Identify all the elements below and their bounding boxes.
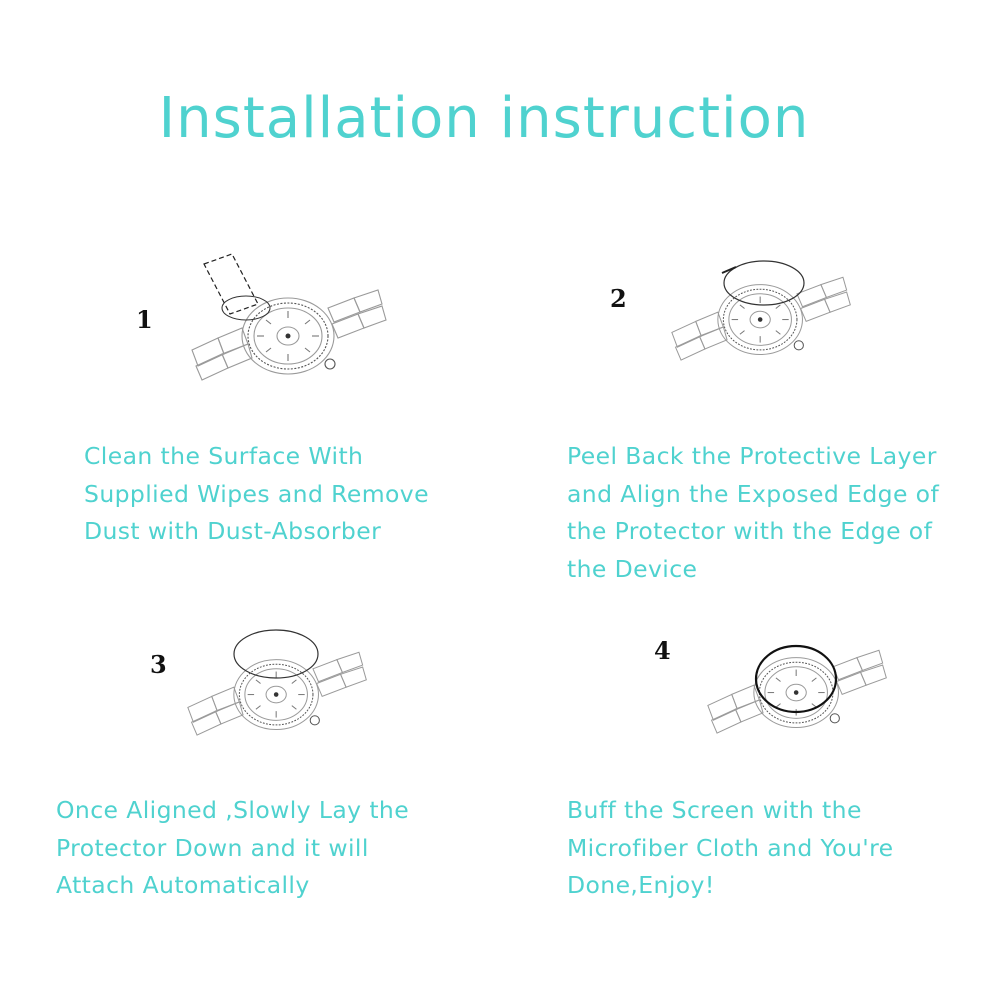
step-caption: [567, 792, 894, 905]
step-number: 2: [610, 284, 627, 313]
watch-with-wipe-icon: [160, 250, 400, 390]
caption-line: Protector Down and it will: [56, 833, 369, 862]
caption-line: Peel Back the Protective Layer: [567, 442, 937, 470]
caption-line: and Align the Exposed Edge of: [567, 479, 940, 508]
step-number: 4: [654, 636, 671, 665]
caption-line: Supplied Wipes and Remove: [84, 479, 429, 508]
caption-line: Once Aligned ,Slowly Lay the: [56, 796, 410, 824]
caption-line: Clean the Surface With: [84, 442, 364, 470]
watch-lay-protector-icon: [180, 620, 380, 740]
caption-line: Dust with Dust-Absorber: [84, 517, 382, 545]
step-number: 1: [136, 305, 153, 334]
caption-line: Buff the Screen with the: [567, 796, 862, 824]
caption-line: Done,Enjoy!: [567, 871, 715, 899]
watch-buff-screen-icon: [700, 620, 900, 740]
caption-line: the Protector with the Edge of: [567, 517, 933, 545]
step-number: 3: [150, 650, 167, 679]
caption-line: the Device: [567, 554, 698, 583]
caption-line: Microfiber Cloth and You're: [567, 833, 894, 862]
step-caption: [56, 792, 409, 905]
step-caption: [84, 438, 429, 551]
page-title: Installation instruction: [158, 86, 810, 151]
caption-line: Attach Automatically: [56, 871, 310, 899]
watch-peel-protector-icon: [660, 245, 870, 375]
step-caption: [567, 438, 939, 588]
